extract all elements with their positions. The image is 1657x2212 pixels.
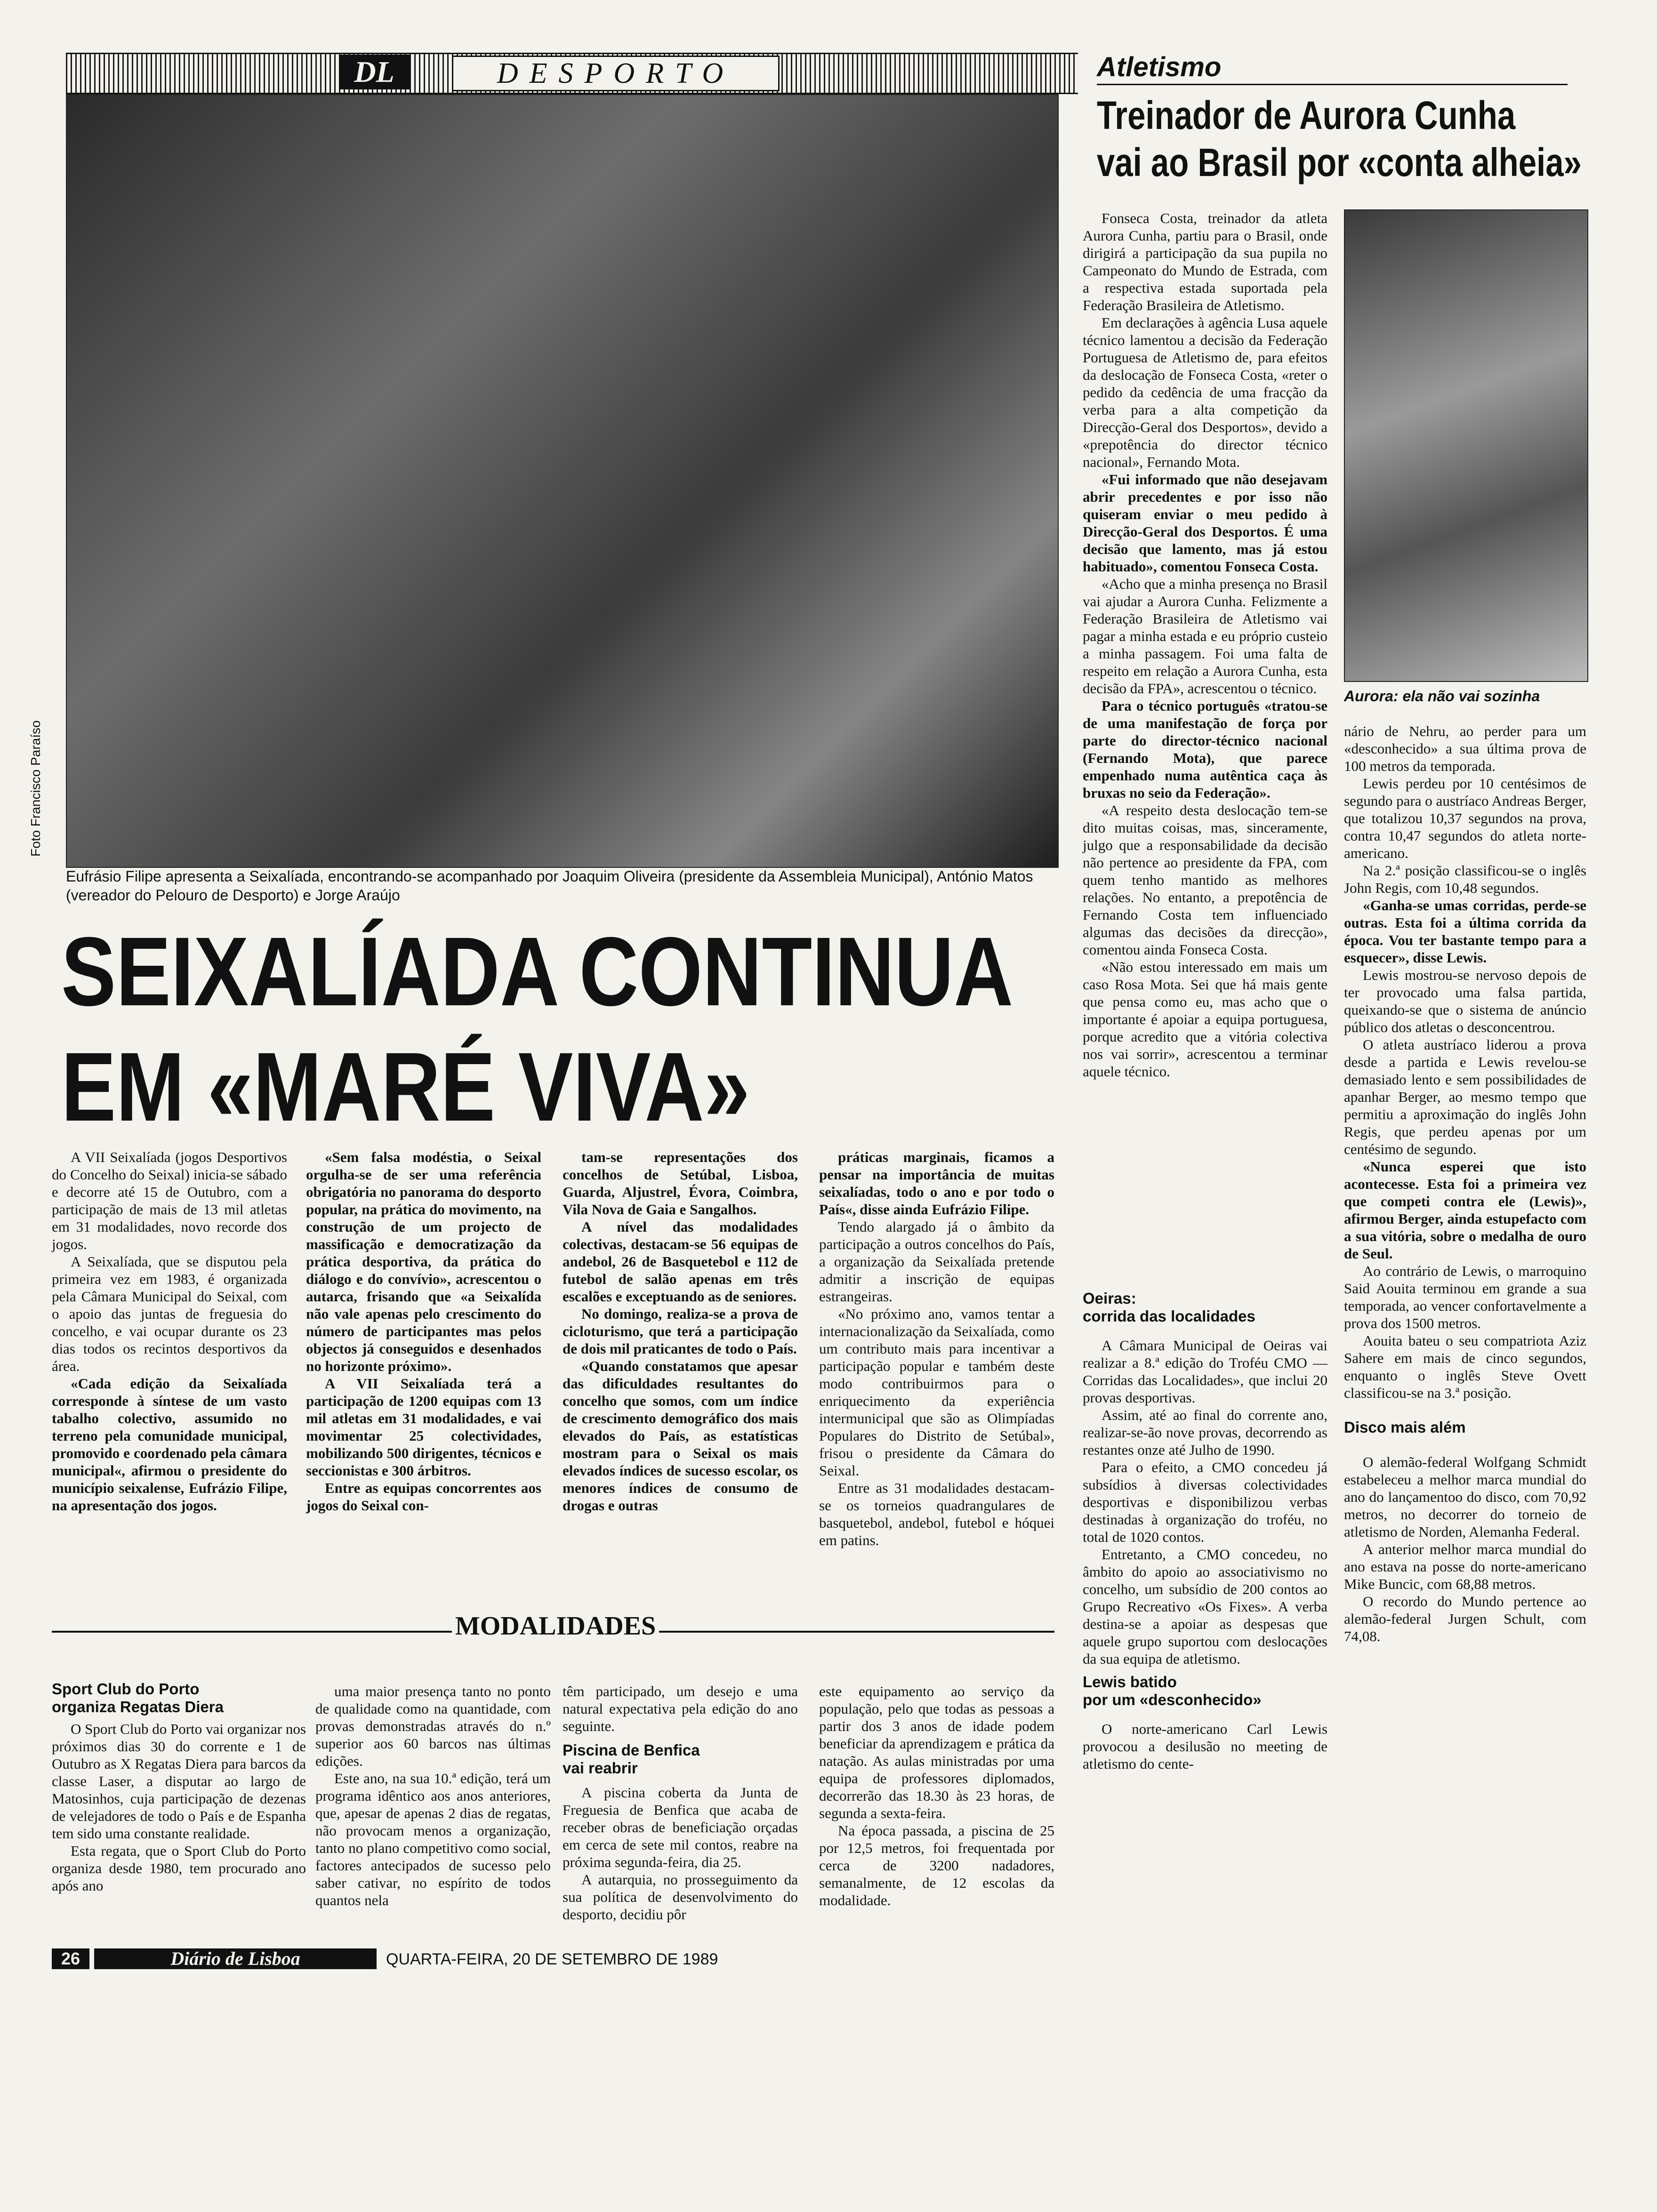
paper-name: Diário de Lisboa	[94, 1948, 377, 1969]
paragraph: Entre as 31 modalidades destacam-se os torneios quadrangulares de basquetebol, andebol, futebol e hóquei em patins.	[819, 1480, 1054, 1548]
paragraph: Na época passada, a piscina de 25 por 12,5 metros, foi frequentada por cerca de 3200 nadadores, semanalmente, de 12 escolas da modalidade.	[819, 1822, 1054, 1908]
paragraph: O alemão-federal Wolfgang Schmidt estabeleceu a melhor marca mundial do ano do lançamentoo do disco, com 70,92 metros, no decorrer do torneio de atletismo de Norden, Alemanha Federal.	[1344, 1454, 1586, 1540]
paragraph: «Sem falsa modéstia, o Seixal orgulha-se de ser uma referência obrigatória no panorama do desporto popular, na prática do movimento, na construção de um projecto de massificação e democratização da prática desportiva, da prática do diálogo e do convívio», acrescentou o autarca, frisando que «a Seixalída não vale apenas pelo crescimento do número de participantes mas pelos objectos já conseguidos e desenhados no horizonte próximo».	[306, 1149, 541, 1374]
lewis-heading	[1083, 1673, 1327, 1709]
page-number: 26	[52, 1948, 89, 1969]
paragraph: Tendo alargado já o âmbito da participação a outros concelhos do País, a organização da Seixalíada pretende admitir a inscrição de equipas estrangeiras.	[819, 1218, 1054, 1305]
photo-caption: Eufrásio Filipe apresenta a Seixalíada, encontrando-se acompanhado por Joaquim Oliveira (presidente da Assembleia Municipal), António Matos (vereador do Pelouro de Desporto) e Jorge Araújo	[66, 868, 1033, 904]
paragraph: Entre as equipas concorrentes aos jogos do Seixal con-	[306, 1480, 541, 1514]
main-headline-line2: EM «MARÉ VIVA»	[61, 1033, 750, 1142]
paragraph: Este ano, na sua 10.ª edição, terá um programa idêntico aos anos anteriores, que, apesar de apenas 2 dias de regatas, não provocam menos a organização, tanto no plano competitivo como social, factores antecipados de sucesso pelo saber cativar, no espírito de todos quantos nela	[315, 1770, 551, 1908]
paragraph: A nível das modalidades colectivas, destacam-se 56 equipas de andebol, 26 de Basquetebol e 112 de futebol de salão apenas em três escalões e exceptuando as de seniores.	[563, 1218, 798, 1305]
athletics-kicker: Atletismo	[1097, 52, 1222, 82]
athletics-column	[1083, 209, 1327, 1080]
paragraph: No domingo, realiza-se a prova de cicloturismo, que terá a participação de dois mil praticantes de todo o País.	[563, 1306, 798, 1357]
paragraph: A Câmara Municipal de Oeiras vai realizar a 8.ª edição do Troféu CMO — Corridas das Localidades», que inclui 20 provas desportivas.	[1083, 1337, 1327, 1406]
main-story-col3	[563, 1148, 798, 1514]
kicker-rule	[1097, 84, 1568, 85]
paragraph: Lewis mostrou-se nervoso depois de ter provocado uma falsa partida, queixando-se que o sistema de anúncio público dos atletas o desconcentrou.	[1344, 967, 1586, 1035]
paragraph: O norte-americano Carl Lewis provocou a desilusão no meeting de atletismo do cente-	[1083, 1721, 1327, 1772]
paragraph: «Nunca esperei que isto acontecesse. Esta foi a primeira vez que competi contra ele (Lewis)», afirmou Berger, ainda estupefacto com a sua vitória, sobre o medalha de ouro de Seul.	[1344, 1158, 1586, 1262]
benfica-col4	[819, 1683, 1054, 1909]
paragraph: O atleta austríaco liderou a prova desde a partida e Lewis revelou-se demasiado lento e sem possibilidades de apanhar Berger, ao mesmo tempo que permitiu a aproximação do inglês John Regis, que perdeu apenas por um centésimo de segundo.	[1344, 1036, 1586, 1157]
paragraph: Lewis perdeu por 10 centésimos de segundo para o austríaco Andreas Berger, que totalizou 10,37 segundos na prova, contra 10,47 segundos do atleta norte-americano.	[1344, 775, 1586, 861]
paragraph: A Seixalíada, que se disputou pela primeira vez em 1983, é organizada pela Câmara Municipal do Seixal, com o apoio das juntas de freguesia do concelho, e vai ocupar durante os 23 dias todos os recintos desportivos da área.	[52, 1253, 287, 1374]
paragraph: Em declarações à agência Lusa aquele técnico lamentou a decisão da Federação Portuguesa de Atletismo de, para efeitos da deslocação de Fonseca Costa, «reter o pedido da cedência de uma fracção da verba para a alta competição da Direcção-Geral dos Desportos», devido a «prepotência do director técnico nacional», Fernando Mota.	[1083, 314, 1327, 470]
paragraph: práticas marginais, ficamos a pensar na importância de muitas seixalíadas, todo o ano e por todo o País«, disse ainda Eufrázio Filipe.	[819, 1149, 1054, 1218]
paragraph: Para o efeito, a CMO concedeu já subsídios à diversas colectividades desportivas e disponibilizou verbas destinadas à organização do troféu, no total de 1020 contos.	[1083, 1459, 1327, 1545]
athlete-photo-caption: Aurora: ela não vai sozinha	[1344, 688, 1540, 705]
paragraph: Fonseca Costa, treinador da atleta Aurora Cunha, partiu para o Brasil, onde dirigirá a participação da sua pupila no Campeonato do Mundo de Estrada, com a respectiva estada suportada pela Federação Brasileira de Atletismo.	[1083, 210, 1327, 313]
benfica-heading-line1: Piscina de Benfica	[563, 1741, 700, 1759]
paragraph: Entretanto, a CMO concedeu, no âmbito do apoio ao associativismo no concelho, um subsídio de 200 contos ao Grupo Recreativo «Os Fixes». A verba destina-se a apoiar as despesas que aquele grupo suportou com deslocações da sua equipa de atletismo.	[1083, 1546, 1327, 1667]
photo-credit: Foto Francisco Paraíso	[28, 720, 43, 857]
paragraph: uma maior presença tanto no ponto de qualidade como na quantidade, com provas demonstradas através do n.º superior aos 60 barcos nas últimas edições.	[315, 1683, 551, 1769]
porto-heading-line2: organiza Regatas Diera	[52, 1698, 224, 1715]
paragraph: «No próximo ano, vamos tentar a internacionalização da Seixalíada, como um contributo mais para incentivar a participação popular e também deste modo contribuirmos para o enriquecimento da experiência intermunicipal que são as Olimpíadas Populares do Distrito de Setúbal», frisou o presidente da Câmara do Seixal.	[819, 1306, 1054, 1479]
paragraph: têm participado, um desejo e uma natural expectativa pela edição do ano seguinte.	[563, 1683, 798, 1734]
lewis-col-right	[1344, 722, 1586, 1645]
paragraph: Assim, até ao final do corrente ano, realizar-se-ão nove provas, decorrendo as restantes onze até Julho de 1990.	[1083, 1407, 1327, 1458]
paragraph: «Acho que a minha presença no Brasil vai ajudar a Aurora Cunha. Felizmente a Federação Brasileira de Atletismo vai pagar a minha estada e eu próprio custeio a minha passagem. Foi uma falta de respeito em relação a Aurora Cunha, esta decisão da FPA», acrescentou o técnico.	[1083, 576, 1327, 697]
paragraph: A VII Seixalíada terá a participação de 1200 equipas com 13 mil atletas em 31 modalidades, e vai movimentar 25 colectividades, mobilizando 500 dirigentes, técnicos e seccionistas e 300 árbitros.	[306, 1375, 541, 1479]
issue-date: QUARTA-FEIRA, 20 DE SETEMBRO DE 1989	[386, 1950, 718, 1968]
main-story-col4	[819, 1148, 1054, 1549]
main-headline-line1: SEIXALÍADA CONTINUA	[61, 917, 1014, 1026]
dl-logo: DL	[339, 55, 410, 89]
lewis-heading-line1: Lewis batido	[1083, 1673, 1177, 1691]
paragraph: tam-se representações dos concelhos de Setúbal, Lisboa, Guarda, Aljustrel, Évora, Coimbra, Vila Nova de Gaia e Sangalhos.	[563, 1149, 798, 1218]
athlete-photo	[1344, 209, 1588, 682]
main-story-col1	[52, 1148, 287, 1514]
paragraph: «Fui informado que não desejavam abrir precedentes e por isso não quiseram enviar o meu pedido à Direcção-Geral dos Desportos. É uma decisão que lamento, mas já estou habituado», comentou Fonseca Costa.	[1083, 471, 1327, 575]
oeiras-heading-line1: Oeiras:	[1083, 1290, 1136, 1307]
oeiras-heading-line2: corrida das localidades	[1083, 1307, 1255, 1325]
paragraph: «Ganha-se umas corridas, perde-se outras. Esta foi a última corrida da época. Vou ter bastante tempo para a esquecer», disse Lewis.	[1344, 897, 1586, 966]
paragraph: nário de Nehru, ao perder para um «desconhecido» a sua última prova de 100 metros da temporada.	[1344, 723, 1586, 774]
paragraph: «Cada edição da Seixalíada corresponde à síntese de um vasto tabalho colectivo, assumido no terreno pela comunidade municipal, promovido e coordenado pela câmara municipal«, afirmou o presidente do município seixalense, Eufrázio Filipe, na apresentação dos jogos.	[52, 1375, 287, 1514]
benfica-heading	[563, 1741, 798, 1777]
paragraph: este equipamento ao serviço da população, pelo que todas as pessoas a partir dos 3 anos de idade podem beneficiar da aprendizagem e prática da natação. As aulas ministradas por uma equipa de professores diplomados, decorrerão das 18.30 às 23 horas, de segunda a sexta-feira.	[819, 1683, 1054, 1821]
oeiras-heading	[1083, 1290, 1327, 1325]
porto-col2	[315, 1683, 551, 1909]
paragraph: A autarquia, no prosseguimento da sua política de desenvolvimento do desporto, decidiu pôr	[563, 1871, 798, 1923]
oeiras-column	[1083, 1290, 1327, 1772]
paragraph: Esta regata, que o Sport Club do Porto organiza desde 1980, tem procurado ano após ano	[52, 1843, 306, 1894]
paragraph: Ao contrário de Lewis, o marroquino Said Aouita terminou em grande a sua temporada, ao vencer confortavelmente a prova dos 1500 metros.	[1344, 1263, 1586, 1331]
paragraph: «Não estou interessado em mais um caso Rosa Mota. Sei que há mais gente que pensa como eu, mas acho que o importante é apoiar a equipa portuguesa, porque acredito que a vitória colectiva nos vai sorrir», acrescentou a terminar aquele técnico.	[1083, 959, 1327, 1080]
paragraph: Aouita bateu o seu compatriota Aziz Sahere em mais de cinco segundos, enquanto o inglês Steve Ovett classificou-se na 3.ª posição.	[1344, 1332, 1586, 1401]
paragraph: A VII Seixalíada (jogos Desportivos do Concelho do Seixal) inicia-se sábado e decorre até 15 de Outubro, com a participação de mais de 13 mil atletas em 31 modalidades, novo recorde dos jogos.	[52, 1149, 287, 1252]
modalidades-banner: MODALIDADES	[452, 1610, 659, 1643]
paragraph: A piscina coberta da Junta de Freguesia de Benfica que acaba de receber obras de beneficiação orçadas em cerca de sete mil contos, reabre na próxima segunda-feira, dia 25.	[563, 1784, 798, 1870]
porto-heading-line1: Sport Club do Porto	[52, 1680, 200, 1698]
paragraph: «Quando constatamos que apesar das dificuldades resultantes do concelho que somos, com um índice de crescimento demográfico dos mais elevados do País, as estatísticas mostram para o Seixal os mais elevados índices de sucesso escolar, os menores índices de consumo de drogas e outras	[563, 1358, 798, 1514]
paragraph: O Sport Club do Porto vai organizar nos próximos dias 30 do corrente e 1 de Outubro as X Regatas Diera para barcos da classe Laser, a disputar ao largo de Matosinhos, cuja participação de dezenas de velejadores de todo o País e de Espanha tem sido uma constante realidade.	[52, 1721, 306, 1842]
paragraph: O recordo do Mundo pertence ao alemão-federal Jurgen Schult, com 74,08.	[1344, 1593, 1586, 1644]
section-title: DESPORTO	[452, 56, 780, 91]
lewis-heading-line2: por um «desconhecido»	[1083, 1691, 1262, 1708]
paragraph: Para o técnico português «tratou-se de uma manifestação de força por parte do director-técnico nacional (Fernando Mota), que parece empenhado numa autêntica caça às bruxas no seio da Federação».	[1083, 697, 1327, 801]
disco-heading: Disco mais além	[1344, 1419, 1466, 1436]
porto-col3	[563, 1683, 798, 1923]
paragraph: Na 2.ª posição classificou-se o inglês John Regis, com 10,48 segundos.	[1344, 862, 1586, 896]
main-story-col2	[306, 1148, 541, 1514]
benfica-heading-line2: vai reabrir	[563, 1759, 638, 1777]
porto-heading	[52, 1680, 306, 1716]
paragraph: A anterior melhor marca mundial do ano estava na posse do norte-americano Mike Buncic, com 68,88 metros.	[1344, 1541, 1586, 1592]
paragraph: «A respeito desta deslocação tem-se dito muitas coisas, mas, sinceramente, julgo que a responsabilidade da decisão não pertence ao presidente da FPA, com quem tenho mantido as melhores relações. No entanto, a prepotência de Fernando Costa tem influenciado algumas das decisões da direcção», comentou ainda Fonseca Costa.	[1083, 802, 1327, 958]
porto-col1	[52, 1720, 306, 1894]
main-photo	[66, 94, 1059, 868]
athletics-headline-line2: vai ao Brasil por «conta alheia»	[1097, 140, 1582, 184]
athletics-headline-line1: Treinador de Aurora Cunha	[1097, 93, 1516, 137]
